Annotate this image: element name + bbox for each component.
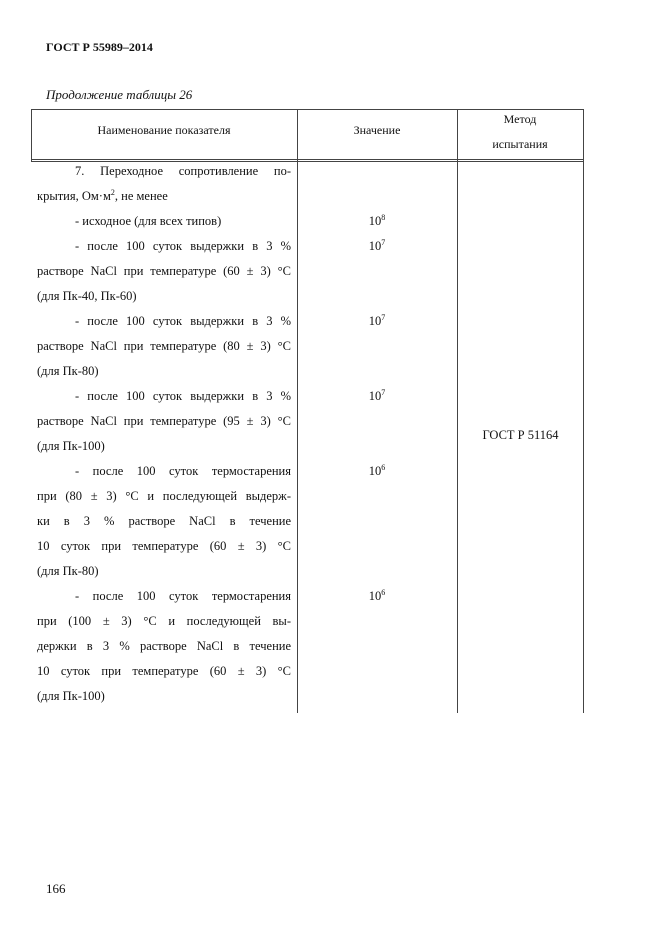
value-base: 10	[368, 239, 382, 253]
row-5-line-1: при (100 ± 3) °С и последующей вы-	[37, 614, 291, 628]
indicator-unit: крытия, Ом·м	[37, 189, 111, 203]
value-row-3	[298, 384, 456, 409]
row-2-line-0: - после 100 суток выдержки в 3 %	[75, 314, 291, 328]
row-5-line-0: - после 100 суток термостарения	[75, 589, 291, 603]
value-exponent: 6	[381, 462, 386, 472]
table-caption: Продолжение таблицы 26	[46, 87, 193, 102]
document-header: ГОСТ Р 55989–2014	[46, 40, 153, 54]
row-1-line-2: (для Пк-40, Пк-60)	[37, 289, 137, 303]
indicator-title-line1: 7. Переходное сопротивление по-	[75, 164, 291, 178]
value-exponent: 6	[381, 587, 386, 597]
value-exponent: 7	[381, 387, 386, 397]
row-3-line-2: (для Пк-100)	[37, 439, 105, 453]
row-1-line-0: - после 100 суток выдержки в 3 %	[75, 239, 291, 253]
value-exponent: 7	[381, 312, 386, 322]
value-base: 10	[368, 589, 382, 603]
row-4-line-0: - после 100 суток термостарения	[75, 464, 291, 478]
column-divider-1	[297, 109, 298, 713]
indicator-suffix: , не менее	[114, 189, 168, 203]
row-2-line-1: растворе NaCl при температуре (80 ± 3) °С	[37, 339, 291, 353]
row-5-line-2: держки в 3 % растворе NaCl в течение	[37, 639, 291, 653]
indicator-column	[37, 159, 291, 709]
value-base: 10	[368, 314, 382, 328]
header-value: Значение	[353, 123, 401, 137]
row-5-line-3: 10 суток при температуре (60 ± 3) °С	[37, 664, 291, 678]
indicator-title-line2	[37, 184, 291, 209]
page-number: 166	[46, 881, 66, 896]
value-base: 10	[368, 464, 382, 478]
row-5-line-4: (для Пк-100)	[37, 689, 105, 703]
test-method: ГОСТ Р 51164	[482, 428, 559, 442]
value-row-5	[298, 584, 456, 609]
value-exponent: 8	[381, 212, 386, 222]
row-4-line-2: ки в 3 % растворе NaCl в течение	[37, 514, 291, 528]
value-exponent: 7	[381, 237, 386, 247]
row-1-line-1: растворе NaCl при температуре (60 ± 3) °С	[37, 264, 291, 278]
row-4-line-4: (для Пк-80)	[37, 564, 99, 578]
value-base: 10	[368, 214, 382, 228]
row-4-line-3: 10 суток при температуре (60 ± 3) °С	[37, 539, 291, 553]
row-2-line-2: (для Пк-80)	[37, 364, 99, 378]
value-row-4	[298, 459, 456, 484]
value-base: 10	[368, 389, 382, 403]
header-method-line2: испытания	[492, 137, 548, 151]
indicator-unit-exponent: 2	[110, 187, 115, 197]
header-method-line1: Метод	[503, 112, 537, 126]
value-row-2	[298, 309, 456, 334]
row-3-line-1: растворе NaCl при температуре (95 ± 3) °С	[37, 414, 291, 428]
row-0-line-0: - исходное (для всех типов)	[75, 214, 222, 228]
row-3-line-0: - после 100 суток выдержки в 3 %	[75, 389, 291, 403]
header-name: Наименование показателя	[97, 123, 231, 137]
value-row-1	[298, 234, 456, 259]
table-right-border	[583, 109, 584, 713]
value-row-0	[298, 209, 456, 234]
column-divider-2	[457, 109, 458, 713]
row-4-line-1: при (80 ± 3) °С и последующей выдерж-	[37, 489, 291, 503]
